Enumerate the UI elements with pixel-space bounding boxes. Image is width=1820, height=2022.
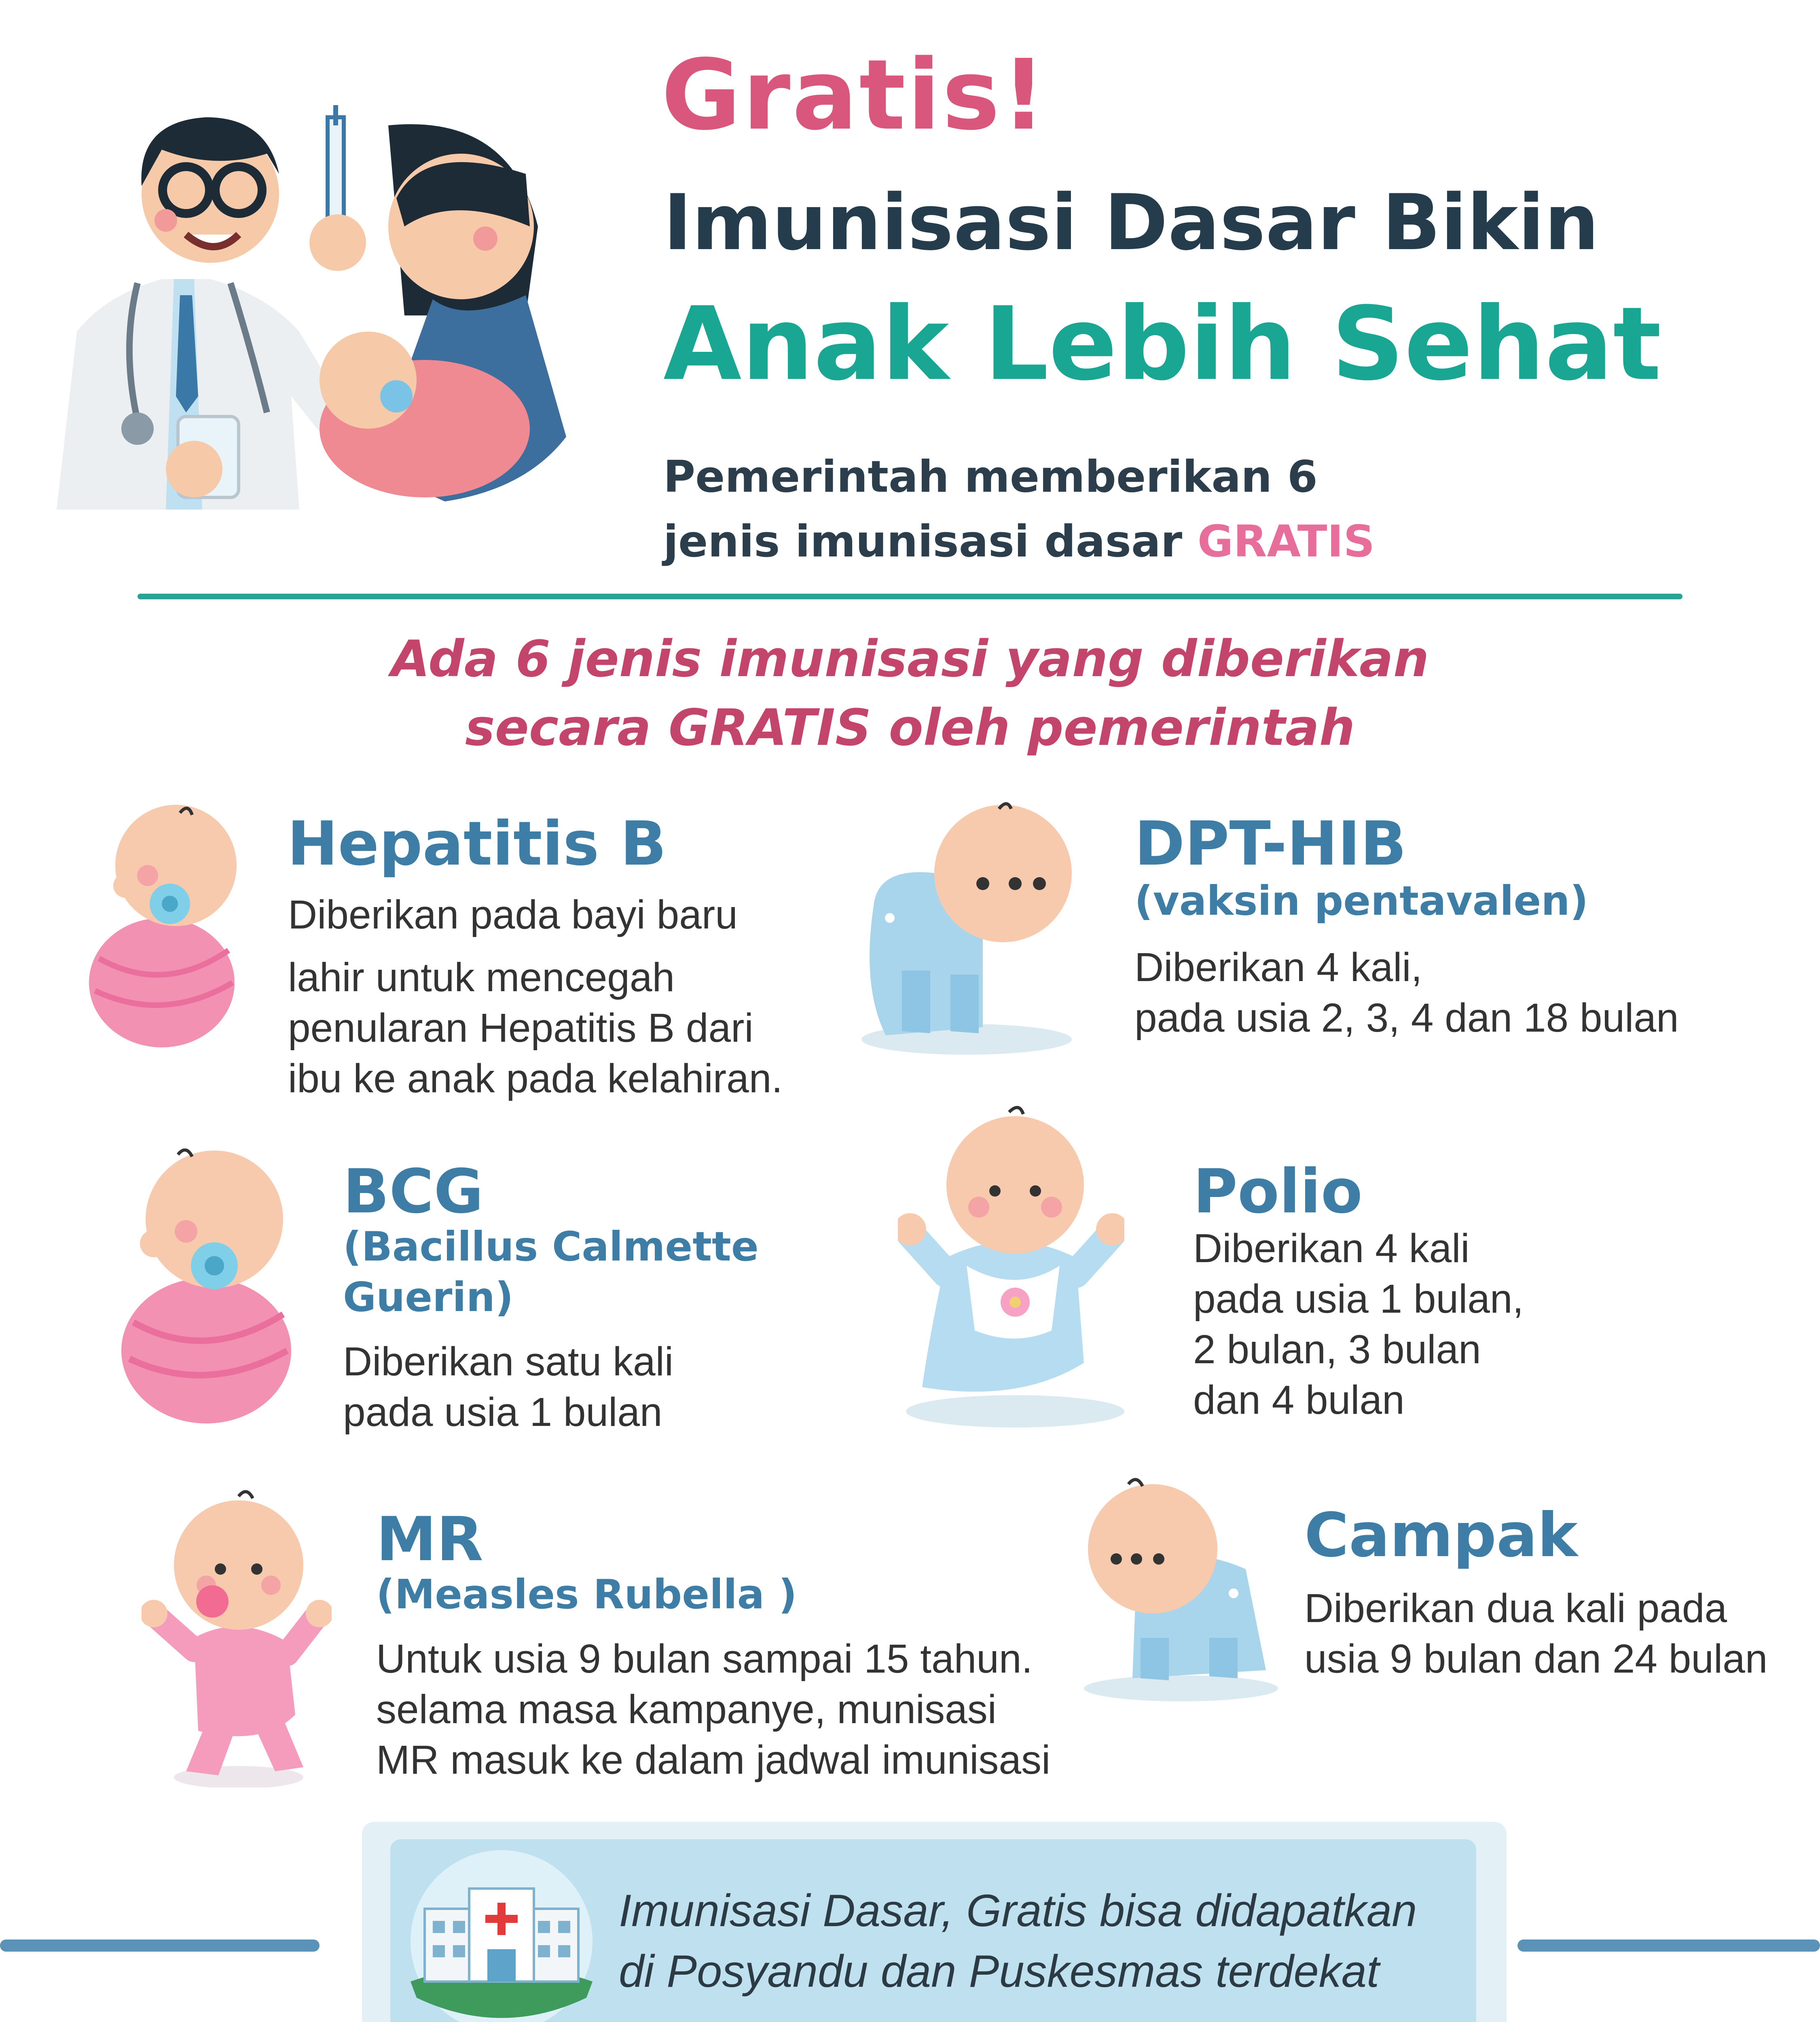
subtitle-line2-prefix: jenis imunisasi dasar — [663, 516, 1198, 567]
section-heading — [0, 625, 1820, 762]
headline-line1: Imunisasi Dasar Bikin — [663, 178, 1599, 267]
note-text — [619, 1880, 1417, 2002]
hospital-icon — [408, 1848, 595, 2022]
section-heading-line2: secara GRATIS oleh pemerintah — [465, 699, 1355, 757]
subtitle — [663, 445, 1375, 574]
subtitle-line2 — [663, 510, 1375, 574]
section-heading-line1: Ada 6 jenis imunisasi yang diberikan — [391, 630, 1429, 688]
bcg-subtitle — [343, 1221, 759, 1322]
bcg-subtitle-line: (Bacillus Calmette — [343, 1223, 759, 1270]
dpt-hib-description — [1134, 942, 1679, 1043]
desc-line: ibu ke anak pada kelahiran. — [288, 1056, 783, 1101]
note-bar-right — [1517, 1940, 1820, 1952]
dpt-hib-subtitle: (vaksin pentavalen) — [1134, 877, 1589, 924]
note-line1: Imunisasi Dasar, Gratis bisa didapatkan — [619, 1885, 1417, 1936]
desc-line: Untuk usia 9 bulan sampai 15 tahun. — [376, 1636, 1033, 1681]
teal-divider — [138, 594, 1682, 599]
dpt-hib-title: DPT-HIB — [1134, 809, 1407, 879]
crawling-baby-blue-icon — [861, 801, 1088, 1060]
swaddled-baby-pink-icon — [113, 1148, 303, 1428]
polio-description — [1193, 1223, 1524, 1426]
desc-line: lahir untuk mencegah — [288, 955, 675, 1000]
desc-line: pada usia 2, 3, 4 dan 18 bulan — [1134, 995, 1679, 1041]
desc-line: dan 4 bulan — [1193, 1377, 1405, 1423]
desc-line: 2 bulan, 3 bulan — [1193, 1327, 1481, 1372]
sitting-baby-blue-icon — [898, 1104, 1124, 1428]
swaddled-baby-pink-icon — [83, 805, 253, 1051]
note-line2: di Posyandu dan Puskesmas terdekat — [619, 1946, 1380, 1997]
hepatitis-b-title: Hepatitis B — [287, 809, 667, 879]
headline-line2: Anak Lebih Sehat — [663, 285, 1661, 403]
desc-line: usia 9 bulan dan 24 bulan — [1304, 1636, 1768, 1681]
campak-description — [1304, 1583, 1767, 1684]
mr-title: MR — [376, 1504, 483, 1575]
standing-baby-pink-icon — [142, 1488, 332, 1787]
subtitle-gratis-highlight: GRATIS — [1197, 516, 1375, 567]
mr-subtitle: (Measles Rubella ) — [376, 1571, 797, 1618]
desc-line: selama masa kampanye, munisasi — [376, 1687, 997, 1732]
desc-line: Diberikan pada bayi baru — [288, 892, 738, 937]
doctor-mother-baby-illustration — [40, 105, 615, 518]
desc-line: Diberikan satu kali — [343, 1339, 674, 1384]
crawling-baby-blue-icon — [1076, 1476, 1286, 1703]
bcg-description — [343, 1337, 673, 1438]
desc-line: Diberikan dua kali pada — [1304, 1586, 1727, 1631]
hepatitis-b-description — [288, 890, 783, 1104]
desc-line: penularan Hepatitis B dari — [288, 1005, 753, 1051]
desc-line: Diberikan 4 kali — [1193, 1226, 1470, 1271]
mr-description — [376, 1634, 1050, 1785]
desc-line: pada usia 1 bulan, — [1193, 1276, 1524, 1322]
headline-gratis: Gratis! — [661, 38, 1048, 152]
bcg-subtitle-line: Guerin) — [343, 1273, 514, 1321]
note-bar-left — [0, 1940, 320, 1952]
polio-title: Polio — [1193, 1157, 1363, 1227]
subtitle-line1: Pemerintah memberikan 6 — [663, 452, 1318, 502]
campak-title: Campak — [1304, 1500, 1578, 1571]
desc-line: MR masuk ke dalam jadwal imunisasi — [376, 1737, 1051, 1783]
bcg-title: BCG — [343, 1157, 484, 1227]
desc-line: pada usia 1 bulan — [343, 1390, 662, 1435]
desc-line: Diberikan 4 kali, — [1134, 945, 1422, 990]
